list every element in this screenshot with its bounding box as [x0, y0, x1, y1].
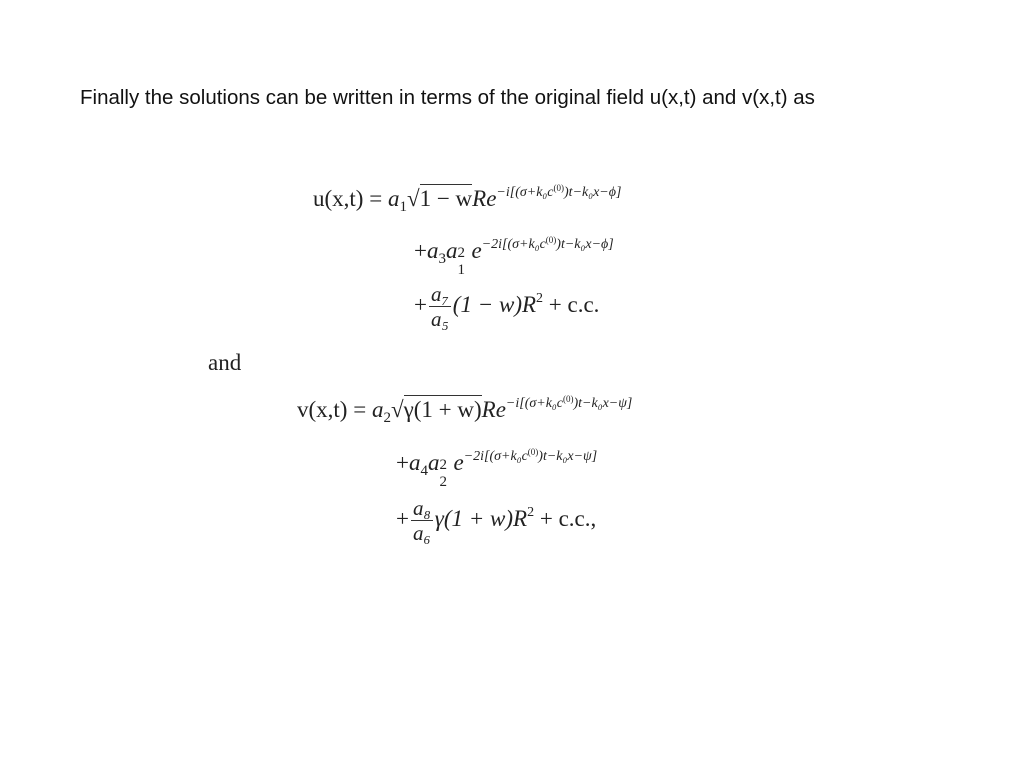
u-eq-exponent-2: [482, 237, 614, 252]
u-eq-a1-sup: 2: [457, 245, 465, 261]
u-eq-a3-sub: 3: [438, 251, 446, 267]
u-eq-frac-den: a₅: [430, 307, 449, 331]
u-eq-line3-sup: 2: [536, 290, 544, 306]
v-eq-line-1: [297, 394, 633, 426]
v-eq-lhs: v(x,t) =: [297, 397, 372, 422]
u-eq-coef: a: [387, 186, 400, 211]
v-eq-e: e: [453, 450, 464, 475]
u-eq-a1: a: [445, 238, 458, 263]
u-eq-exp-1-end: )t−k₀x−ϕ]: [564, 185, 622, 200]
connector-and: and: [208, 350, 242, 375]
v-eq-line3-body: γ(1 + w)R: [434, 505, 528, 531]
v-eq-frac-num: a₈: [412, 496, 431, 520]
v-eq-exp-2-a: −2i[(σ+k₀c: [463, 449, 528, 464]
plus-sign: +: [396, 450, 409, 475]
v-eq-fraction: [411, 496, 433, 545]
u-eq-tail: Re: [472, 186, 497, 211]
v-eq-a4-sub: 4: [420, 463, 428, 479]
u-eq-coef-sub: 1: [399, 199, 407, 215]
u-eq-line-1: [313, 183, 622, 215]
v-eq-line3-sup: 2: [527, 504, 535, 520]
u-eq-a1-sub: 1: [457, 262, 465, 278]
u-eq-line-2: [414, 235, 614, 278]
v-eq-exp-1-end: )t−k₀x−ψ]: [573, 396, 633, 411]
v-eq-a2-sup: 2: [439, 457, 447, 473]
u-eq-lhs: u(x,t) =: [313, 186, 388, 211]
v-eq-a2: a: [427, 450, 440, 475]
radical-sign: √: [390, 397, 404, 422]
plus-sign: +: [414, 238, 427, 263]
u-eq-e: e: [471, 238, 482, 263]
v-eq-exponent-1: [506, 396, 632, 411]
v-eq-exp-1-sup: (0): [563, 394, 574, 404]
v-eq-tail: Re: [481, 397, 506, 422]
v-eq-a2-sub: 2: [439, 474, 447, 490]
u-eq-frac-num: a₇: [430, 282, 449, 306]
v-eq-sqrt: [391, 397, 482, 423]
v-eq-line-3: [396, 496, 596, 545]
v-eq-exponent-2: [464, 449, 597, 464]
u-eq-line3-body: (1 − w)R: [452, 291, 537, 317]
v-eq-exp-2-end: )t−k₀x−ψ]: [538, 449, 598, 464]
u-eq-fraction: [429, 282, 451, 331]
v-eq-radicand: γ(1 + w): [403, 397, 482, 422]
radical-sign: √: [406, 186, 420, 211]
u-eq-a3: a: [426, 238, 439, 263]
u-eq-exp-2-end: )t−k₀x−ϕ]: [556, 237, 614, 252]
u-eq-exp-1-sup: (0): [553, 183, 565, 193]
u-eq-radicand: 1 − w: [419, 186, 473, 211]
u-eq-line3-end: + c.c.: [543, 291, 600, 317]
v-eq-coef-sub: 2: [383, 410, 391, 426]
v-eq-line3-end: + c.c.,: [534, 505, 597, 531]
v-eq-exp-1-a: −i[(σ+k₀c: [505, 396, 563, 411]
u-eq-exp-1-a: −i[(σ+k₀c: [496, 185, 554, 200]
u-eq-exp-2-a: −2i[(σ+k₀c: [481, 237, 546, 252]
plus-sign: +: [396, 505, 409, 531]
v-eq-a4: a: [408, 450, 421, 475]
v-eq-frac-den: a₆: [412, 521, 431, 545]
v-eq-exp-2-sup: (0): [527, 447, 539, 457]
intro-text: Finally the solutions can be written in terms of the original field u(x,t) and v(x,t) as: [80, 86, 815, 109]
u-eq-line-3: [414, 282, 599, 331]
v-eq-coef: a: [371, 397, 384, 422]
u-eq-sqrt: [407, 186, 472, 212]
u-eq-exponent-1: [496, 185, 621, 200]
u-eq-exp-2-sup: (0): [545, 235, 557, 245]
v-eq-line-2: [396, 447, 598, 490]
plus-sign: +: [414, 291, 427, 317]
